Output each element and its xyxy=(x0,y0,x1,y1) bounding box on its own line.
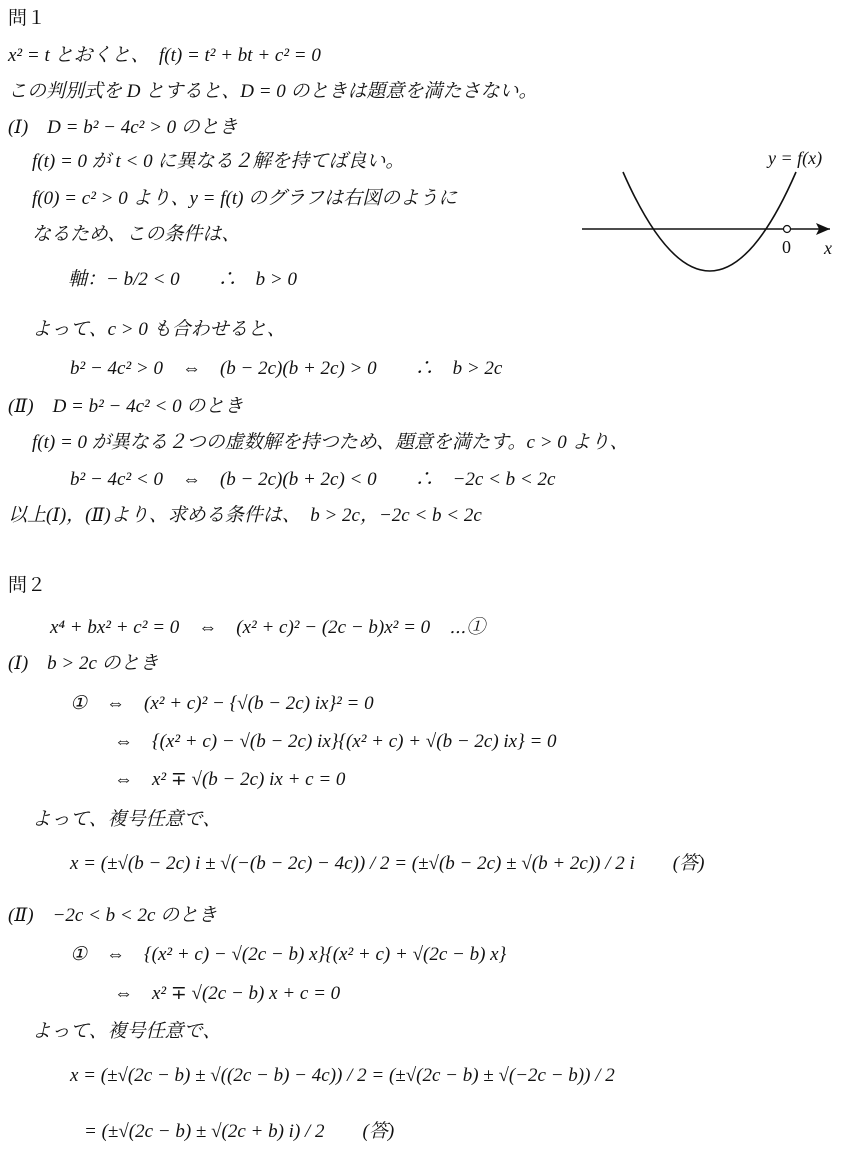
q2-line-9: ① ⇔ {(x² + c) − √(2c − b) x}{(x² + c) + √(2c − b) x} xyxy=(70,944,507,965)
q1-line-4: f(t) = 0 が t < 0 に異なる２解を持てば良い。 xyxy=(32,151,405,172)
q1-line-5: f(0) = c² > 0 より、y = f(t) のグラフは右図のように xyxy=(32,188,458,209)
graph-axis-label: x xyxy=(824,238,832,258)
graph-origin-label: 0 xyxy=(782,237,791,257)
q1-line-9: b² − 4c² > 0 ⇔ (b − 2c)(b + 2c) > 0 ∴ b > 2c xyxy=(70,358,503,379)
q2-answer-1: x = (±√(b − 2c) i ± √(−(b − 2c) − 4c)) / 2 = (±√(b − 2c) ± √(b + 2c)) / 2 i (答) xyxy=(70,853,705,874)
parabola-graph xyxy=(578,140,843,285)
q2-line-1: x⁴ + bx² + c² = 0 ⇔ (x² + c)² − (2c − b)x² = 0 ⋯① xyxy=(50,617,486,638)
q2-case2-heading: (Ⅱ) −2c < b < 2c のとき xyxy=(8,905,218,926)
q1-conclusion: 以上(Ⅰ)，(Ⅱ)より、求める条件は、 b > 2c，−2c < b < 2c xyxy=(8,505,482,526)
q1-heading: 問１ xyxy=(8,7,47,29)
q1-axis-condition: 軸：− b/2 < 0 ∴ b > 0 xyxy=(68,269,297,290)
origin-marker xyxy=(784,226,791,233)
q1-line-8: よって、c > 0 も合わせると、 xyxy=(32,319,286,340)
q2-line-4: ⇔ {(x² + c) − √(b − 2c) ix}{(x² + c) + √(b − 2c) ix} = 0 xyxy=(114,731,557,752)
q2-answer-2b: = (±√(2c − b) ± √(2c + b) i) / 2 (答) xyxy=(84,1121,395,1142)
q2-line-10: ⇔ x² ∓ √(2c − b) x + c = 0 xyxy=(114,983,341,1004)
q1-line-11: f(t) = 0 が異なる２つの虚数解を持つため、題意を満たす。c > 0 より、 xyxy=(32,432,629,453)
q1-case2-heading: (Ⅱ) D = b² − 4c² < 0 のとき xyxy=(8,396,244,417)
q2-line-11: よって、複号任意で、 xyxy=(32,1021,222,1042)
q1-line-2: この判別式を D とすると、D = 0 のときは題意を満たさない。 xyxy=(8,81,538,102)
q2-line-5: ⇔ x² ∓ √(b − 2c) ix + c = 0 xyxy=(114,769,346,790)
q1-case1-heading: (Ⅰ) D = b² − 4c² > 0 のとき xyxy=(8,117,238,138)
q2-line-3: ① ⇔ (x² + c)² − {√(b − 2c) ix}² = 0 xyxy=(70,693,374,714)
q2-answer-2a: x = (±√(2c − b) ± √((2c − b) − 4c)) / 2 = (±√(2c − b) ± √(−2c − b)) / 2 xyxy=(70,1065,615,1086)
q1-line-1: x² = t とおくと、 f(t) = t² + bt + c² = 0 xyxy=(8,45,321,66)
q1-line-12: b² − 4c² < 0 ⇔ (b − 2c)(b + 2c) < 0 ∴ −2c < b < 2c xyxy=(70,469,556,490)
q2-heading: 問２ xyxy=(8,574,47,596)
parabola-curve xyxy=(623,172,796,271)
q1-line-6: なるため、この条件は、 xyxy=(32,224,241,245)
graph-curve-label: y = f(x) xyxy=(768,148,823,168)
q2-case1-heading: (Ⅰ) b > 2c のとき xyxy=(8,653,159,674)
q2-line-6: よって、複号任意で、 xyxy=(32,809,222,830)
